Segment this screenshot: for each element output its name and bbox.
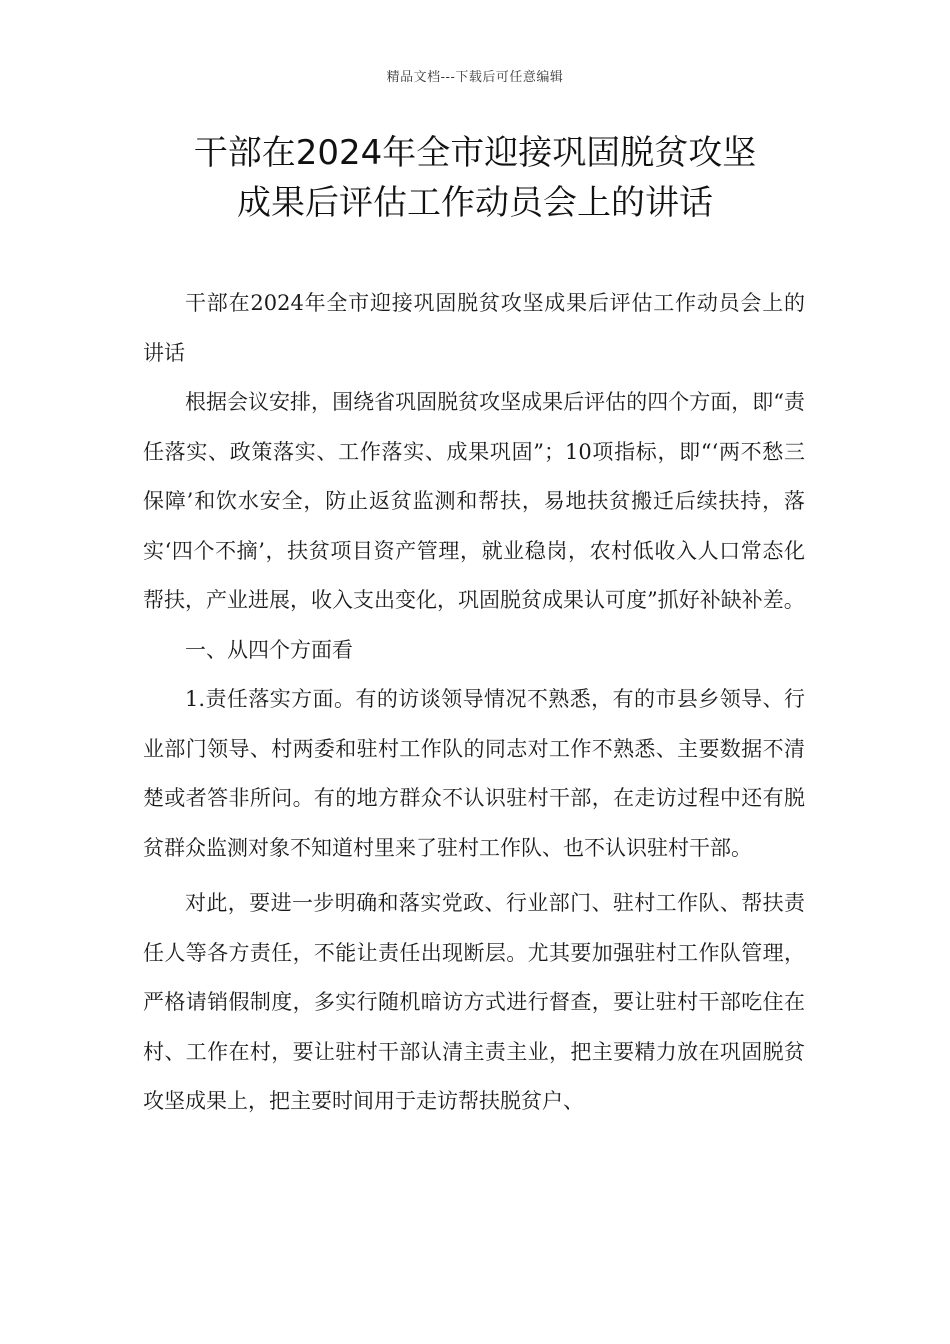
section-heading-1: 一、从四个方面看: [185, 637, 353, 662]
paragraph-responsibility: 1.责任落实方面。有的访谈领导情况不熟悉，有的市县乡领导、行业部门领导、村两委和驻村工作队的同志对工作不熟悉、主要数据不清楚或者答非所问。有的地方群众不认识驻村干部，在走访过程中还有脱贫群众监测对象不知道村里来了驻村工作队、也不认识驻村干部。: [143, 687, 805, 860]
paragraph-measures: 对此，要进一步明确和落实党政、行业部门、驻村工作队、帮扶责任人等各方责任，不能让责任出现断层。尤其要加强驻村工作队管理，严格请销假制度，多实行随机暗访方式进行督查，要让驻村干部吃住在村、工作在村，要让驻村干部认清主责主业，把主要精力放在巩固脱贫攻坚成果上，把主要时间用于走访帮扶脱贫户、: [143, 891, 805, 1113]
document-title: [120, 128, 830, 228]
document-body: [143, 279, 805, 1127]
title-line-1: 干部在2024年全市迎接巩固脱贫攻坚: [193, 133, 757, 173]
paragraph-intro: 根据会议安排，围绕省巩固脱贫攻坚成果后评估的四个方面，即“责任落实、政策落实、工作落实、成果巩固”；10项指标，即“‘两不愁三保障’和饮水安全，防止返贫监测和帮扶，易地扶贫搬迁后续扶持，落实‘四个不摘’，扶贫项目资产管理，就业稳岗，农村低收入人口常态化帮扶，产业进展，收入支出变化，巩固脱贫成果认可度”抓好补缺补差。: [143, 390, 805, 612]
paragraph-subtitle: 干部在2024年全市迎接巩固脱贫攻坚成果后评估工作动员会上的讲话: [143, 291, 805, 365]
header-note: 精品文档---下载后可任意编辑: [386, 70, 564, 85]
title-line-2: 成果后评估工作动员会上的讲话: [237, 183, 713, 223]
